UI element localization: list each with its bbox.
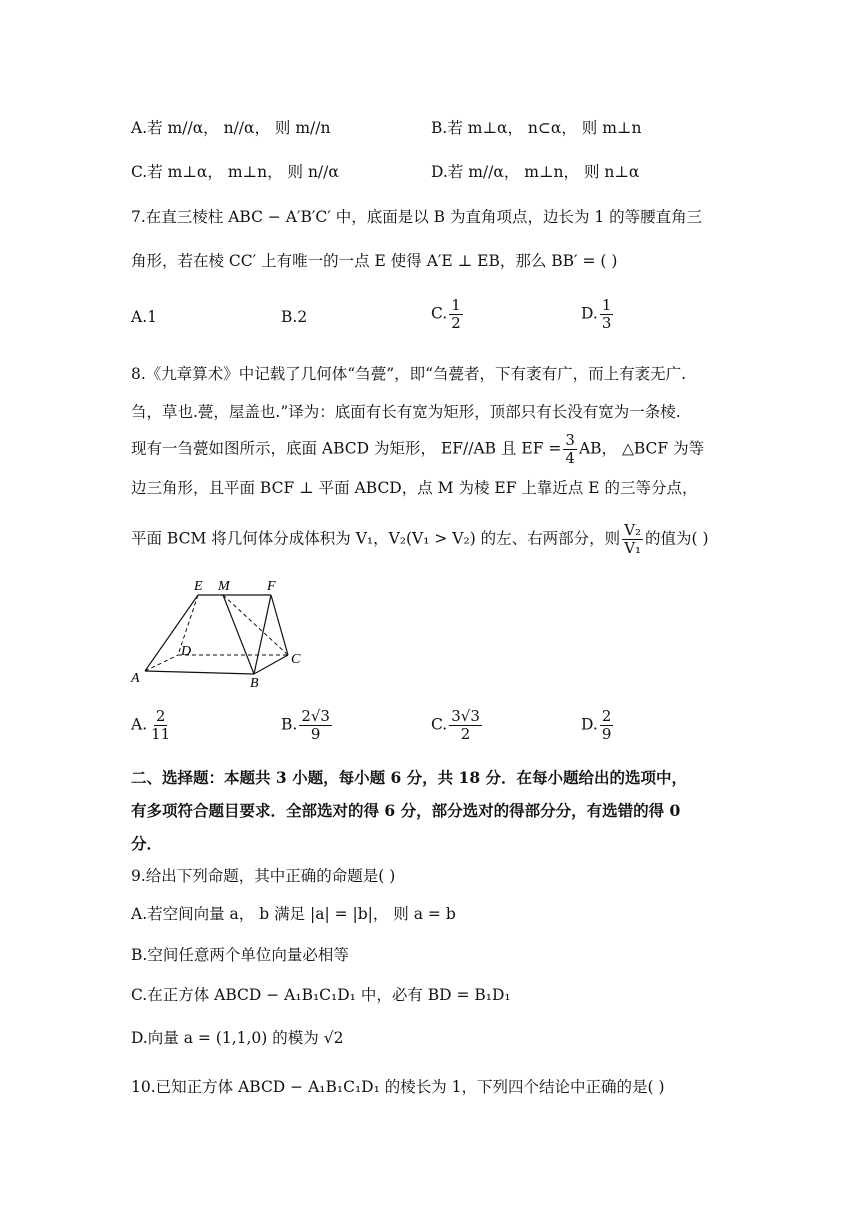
q8-option-a-denominator: 11 (151, 725, 171, 743)
q8-option-b-denominator: 9 (310, 725, 321, 743)
q8-option-a-label: A. (131, 715, 148, 734)
q6-option-c: C.若 m⊥α， m⊥n， 则 n//α (131, 163, 339, 181)
q7-option-c-denominator: 2 (451, 314, 461, 332)
q8-ef-ratio-denominator: 4 (565, 449, 575, 467)
q7-option-c (431, 297, 465, 332)
q8-stem-line-1: 8.《九章算术》中记载了几何体“刍甍”，即“刍甍者，下有袤有广，而上有袤无广. (131, 365, 686, 383)
q8-option-a-numerator: 2 (155, 707, 166, 725)
edge-AB (145, 671, 254, 674)
q8-option-b-numerator: 2√3 (301, 707, 330, 725)
q8-option-b-fraction (299, 708, 332, 743)
q10-stem: 10.已知正方体 ABCD − A₁B₁C₁D₁ 的棱长为 1，下列四个结论中正确的是( ) (131, 1078, 665, 1096)
q8-line-3-text-b: AB， △BCF 为等 (578, 439, 705, 458)
q8-stem-line-5 (131, 522, 709, 557)
q7-option-d-label: D. (581, 304, 598, 323)
q7-stem-line-1: 7.在直三棱柱 ABC − A′B′C′ 中，底面是以 B 为直角项点，边长为 1 的等腰直角三 (131, 208, 703, 226)
edge-FB (254, 595, 271, 674)
vertex-label-C: C (291, 652, 301, 667)
q8-option-d-numerator: 2 (601, 707, 612, 725)
vertex-label-F: F (267, 579, 276, 594)
q8-option-a (131, 708, 174, 743)
q8-stem-line-2: 刍，草也.甍，屋盖也.”译为：底面有长有宽为矩形，顶部只有长没有宽为一条棱. (131, 403, 681, 421)
q8-option-d-label: D. (581, 715, 598, 734)
section-2-heading-line-1: 二、选择题：本题共 3 小题，每小题 6 分，共 18 分．在每小题给出的选项中， (131, 768, 688, 787)
q8-option-c-denominator: 2 (460, 725, 471, 743)
vertex-label-B: B (250, 676, 259, 691)
q6-option-d: D.若 m//α， m⊥n， 则 n⊥α (431, 163, 640, 181)
q7-option-c-numerator: 1 (451, 296, 461, 314)
vertex-label-D: D (181, 644, 192, 659)
q8-option-c-numerator: 3√3 (451, 707, 480, 725)
q8-option-d (581, 708, 615, 743)
edge-FC (271, 595, 288, 655)
q9-option-a: A.若空间向量 a， b 满足 |a| = |b|， 则 a = b (131, 905, 456, 923)
q8-option-c (431, 708, 484, 743)
q8-stem-line-3 (131, 432, 704, 467)
q8-option-a-fraction (149, 708, 172, 743)
q8-stem-line-4: 边三角形，且平面 BCF ⊥ 平面 ABCD，点 M 为棱 EF 上靠近点 E 的三等分点， (131, 479, 698, 497)
q7-option-d-fraction (600, 297, 614, 332)
q7-option-c-fraction (449, 297, 463, 332)
vertex-label-E: E (194, 579, 203, 594)
q8-option-b-label: B. (281, 715, 298, 734)
q9-option-d: D.向量 a = (1,1,0) 的模为 √2 (131, 1029, 344, 1047)
q8-volume-ratio-denominator: V₁ (624, 539, 642, 557)
q9-option-b: B.空间任意两个单位向量必相等 (131, 946, 349, 964)
q8-option-c-label: C. (431, 715, 448, 734)
section-2-heading-line-3: 分． (131, 834, 163, 853)
q8-geometry-figure (128, 575, 308, 693)
vertex-label-M: M (218, 579, 230, 594)
q7-option-d-denominator: 3 (601, 314, 612, 332)
q7-option-a: A.1 (131, 308, 157, 326)
q7-option-d-numerator: 1 (601, 296, 612, 314)
q8-line-5-text-a: 平面 BCM 将几何体分成体积为 V₁，V₂(V₁ > V₂) 的左、右两部分，则 (131, 529, 621, 548)
q8-option-b (281, 708, 334, 743)
q7-option-c-label: C. (431, 304, 448, 323)
q9-option-c: C.在正方体 ABCD − A₁B₁C₁D₁ 中，必有 BD = B₁D₁ (131, 986, 511, 1004)
q6-option-b: B.若 m⊥α， n⊂α， 则 m⊥n (431, 119, 642, 137)
edge-AE (145, 595, 198, 671)
q9-stem: 9.给出下列命题，其中正确的命题是( ) (131, 867, 396, 885)
edge-BC (254, 655, 288, 674)
q7-option-d (581, 297, 615, 332)
q7-stem-line-2: 角形，若在棱 CC′ 上有唯一的一点 E 使得 A′E ⊥ EB，那么 BB′ = ( ) (131, 252, 618, 270)
section-2-heading-line-2: 有多项符合题目要求．全部选对的得 6 分，部分选对的得部分分，有选错的得 0 (131, 801, 681, 820)
q8-volume-ratio-fraction (622, 522, 643, 557)
q6-option-a: A.若 m//α， n//α， 则 m//n (131, 119, 331, 137)
q8-line-3-text-a: 现有一刍甍如图所示，底面 ABCD 为矩形， EF//AB 且 EF = (131, 439, 562, 458)
q8-ef-ratio-numerator: 3 (565, 431, 575, 449)
edge-MB (223, 595, 254, 674)
vertex-label-A: A (131, 671, 140, 686)
q8-ef-ratio-fraction (563, 432, 577, 467)
q7-option-b: B.2 (281, 308, 308, 326)
q8-option-d-denominator: 9 (601, 725, 612, 743)
q8-option-c-fraction (449, 708, 482, 743)
q8-line-5-text-b: 的值为( ) (645, 529, 709, 548)
q8-volume-ratio-numerator: V₂ (624, 521, 642, 539)
q8-option-d-fraction (600, 708, 614, 743)
edge-MC (223, 595, 288, 655)
